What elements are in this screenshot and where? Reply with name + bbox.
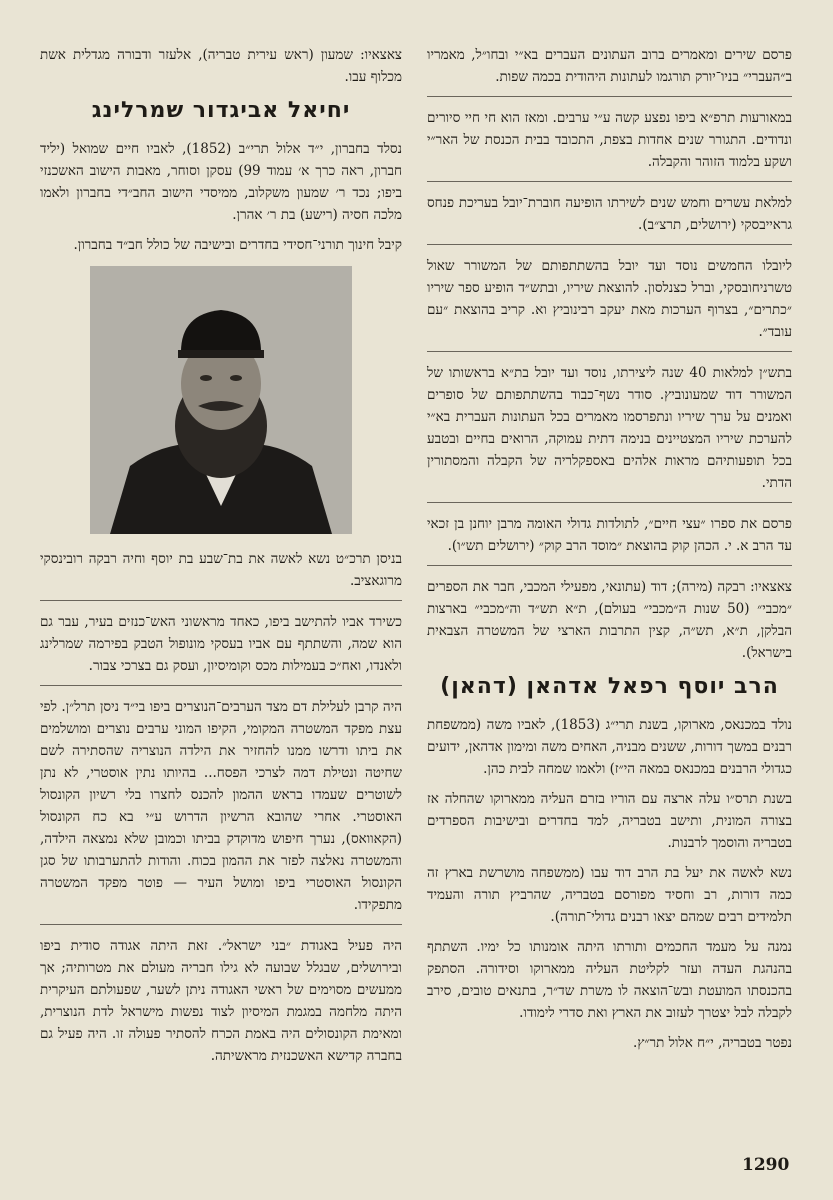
divider [427, 244, 792, 245]
entry-heading-shmerling: יחיאל אביגדור שמרלינג [91, 98, 351, 123]
paragraph: נסלד בחברון, י״ד אלול תרי״ב (1852), לאביו חיים שמואל (יליד חברון, ראה כרך א׳ עמוד 99) עסקן וסוחר, מאבות הישוב האשכנזי ביפו; נכד ר׳ שמעון משקלוב, ממיסדי הישוב החב״די בחברון ולאמו מלכה חסיה (רישע) בת ר׳ אהרן. [40, 141, 403, 223]
paragraph: במאורעות תרפ״א ביפו נפצע קשה ע״י ערבים. ומאז הוא חי חיי סיורים ונדודים. התגורר שנים אחדות בצפת, התכובד בבית הכנסת של האר״י ושקע בלמוד הזוהר והקבלה. [427, 110, 792, 170]
portrait-photo [90, 266, 352, 534]
paragraph: נפטר בטבריה, י״ח אלול תר״ץ. [633, 1035, 792, 1051]
paragraph: צאצאיו: רבקה (מירה); דוד (עתונאי, מפעילי המכבי, חבר את הספרים ״מכבי״ (50 שנות ה״מכבי״ בעולם), ת״א תש״ד וה״מכבי״ בארצות הבלקן, ת״א, תש״ה, קצין התרבות הארצי של המשטרה הצבאית בישראל). [427, 579, 792, 661]
divider [40, 685, 402, 686]
right-column [427, 44, 792, 1062]
paragraph: בשנת תרס״ו עלה ארצה עם הוריו בזרם העליה ממארוקו שהחלה אז בצורה המונית, ותישב בטבריה, למד בחדרים ובישיבות הספרדים בטבריה והוסמך לרבנות. [427, 791, 792, 851]
paragraph: היה פעיל באגודת ״בני ישראל״. זאת היתה אגודה סודית ביפו ובירושלים, שבגלל שבועה לא גילו חבריה מעולם את מטרותיה; אך ממעשים מסוימים של ראשי האגודה ניתן לשער, שפעולתם העיקרית היתה מלחמה במגמת המיסיון לצוד נפשות מישראל לדת הנוצרית, ומאימת הקונסולים היה באמת הכרח להסתיר פעולה זו. היה פעיל גם בחברה קדישא האשכנזית מראשיתה. [40, 938, 402, 1064]
divider [40, 600, 402, 601]
divider [427, 502, 792, 503]
page-number: 1290 [742, 1155, 790, 1175]
continued-paragraph: צאצאיו: שמעון (ראש עירית טבריה), אלעזר ודבורה מגדלית אשת מכלוף עבו. [40, 47, 402, 85]
paragraph: קיבל חינוך תורני־חסידי בחדרים ובישיבה של כולל חב״ד בחברון. [73, 237, 402, 253]
continued-paragraph: פרסם שירים ומאמרים ברוב העתונים העברים בא״י ובחו״ל, מאמריו ב״העברי״ בניו־יורק תורגמו לעתונות היהודית בכמה שפות. [427, 47, 792, 85]
divider [427, 181, 792, 182]
paragraph: למלאת עשרים וחמש שנים לשירתו הופיעה חוברת־יובל בעריכת פנחס גראייבסקי (ירושלים, תרצ״ב). [427, 195, 792, 233]
paragraph: פרסם את ספרו ״עצי חיים״, לתולדות גדולי האומה מרבן יוחנן בן זכאי עד הרב א. י. הכהן קוק בהוצאת ״מוסד הרב קוק״ (ירושלים תש״ו). [427, 516, 792, 554]
paragraph: נולד במכנאס, מארוקו, בשנת תרי״ג (1853), לאביו משה (ממשפחת רבנים במשך דורות, ששנים מבניה, האחים משה ומימון אדהאן, ידועים כגדולי הרבנים במכנאס במאה הי״ז) ולאמו שמחה לבית כהן. [427, 717, 792, 777]
divider [427, 351, 792, 352]
divider [427, 565, 792, 566]
paragraph: כשירד אביו להתישב ביפו, כאחד מראשוני האש־כנזים בעיר, עבר גם הוא שמה, והשתתף עם אביו בעסקי מונופול הטבק בפירמה שמרלינג ולאנדו, ואח״כ בעמילות מכס וקומיסיון, ועסק גם בצרכי צבור. [40, 614, 402, 674]
paragraph: היה קרבן לעלילת דם מצד הערבים־הנוצרים ביפו בי״ד ניסן תרל״ן. לפי עצת מפקד המשטרה המקומי, הקיפו המוני ערבים נוצרים ומושלמים את ביתו ודרשו ממנו להחזיר את הילדה הנוצריה שהסתירה לשם שחיטה ונטילת דמה לצרכי הפסח... בהיותו נתין אוסטרי, לא נתן לשוטרים שעמדו בראש ההמון להכנס לחצרו בלי רשיון הקונסול האוסטרי. אחרי שהובא הרשיון הדרוש ע״י בא כח הקונסול (הקאוואס), נערך חיפוש מדוקדק בביתו וכמובן שלא נמצאה הילדה, והמשטרה נאלצה לפזר את ההמון בכוח. והודות להתערבותו של סגן הקונסול האוסטרי ביפו ומושל העיר — פוטר מפקד המשטרה מתפקידו. [40, 699, 402, 913]
divider [427, 96, 792, 97]
paragraph: בתש״ן למלאות 40 שנה ליצירתו, נוסד ועד יובל בת״א בראשותו של המשורר דוד שמעונוביץ. סודר נשף־כבוד בהשתתפותם של סופרים ואמנים על ערך שיריו ונתפרסמו מאמרים בכל העתונות העברית בא״י להערכת שיריו המצטיינים בנימה דתית עמוקה, הרואים בחיים ובטבע בכל תופעותיהם מראות אלהים באספקלריה של הקבלה והמסתורין הדתי. [427, 365, 793, 491]
paragraph: נמנה על מעמד החכמים ותורתו היתה אומנותו כל ימיו. השתתף בהנהגת העדה ועזר לקליטת העליה ממארוקו וסידורה. הסתפק בהכנסתו המועטת ובש־הוצאה לו משרת שד״ר, בתנאים טובים, סירב לקבלה לבל יצטרך לעזוב את הארץ ואת סדרי לימודו. [427, 939, 792, 1021]
divider [40, 924, 402, 925]
paragraph: נשא לאשה את יעל בת הרב דוד עבו (ממשפחה מושרשת בארץ זה כמה דורות, רב וחסיד מפורסם בטבריה, שהרביץ תורה והעמיד תלמידים רבים שמהם יצאו רבנים גדולי־תורה). [427, 865, 792, 925]
left-column [40, 44, 402, 1075]
paragraph: בניסן תרכ״ט נשא לאשה את בת־שבע בת יוסף וחיה רבקה רובינסקי מרוגאציב. [40, 551, 402, 589]
paragraph: ליובלו החמשים נוסד ועד יובל בהשתתפותם של המשורר שאול טשרניחובסקי, וברל כצנלסון. להוצאת שיריו, ובתש״ד הופיע ספר שיריו ״כתרים״, בצרוף הערכות מאת יעקב רבינוביץ וא. קריב בהוצאת ״עם עובד״. [427, 258, 792, 340]
portrait-illustration [90, 266, 352, 534]
entry-heading-dahan: הרב יוסף רפאל אדהאן (דהאן) [440, 674, 779, 699]
